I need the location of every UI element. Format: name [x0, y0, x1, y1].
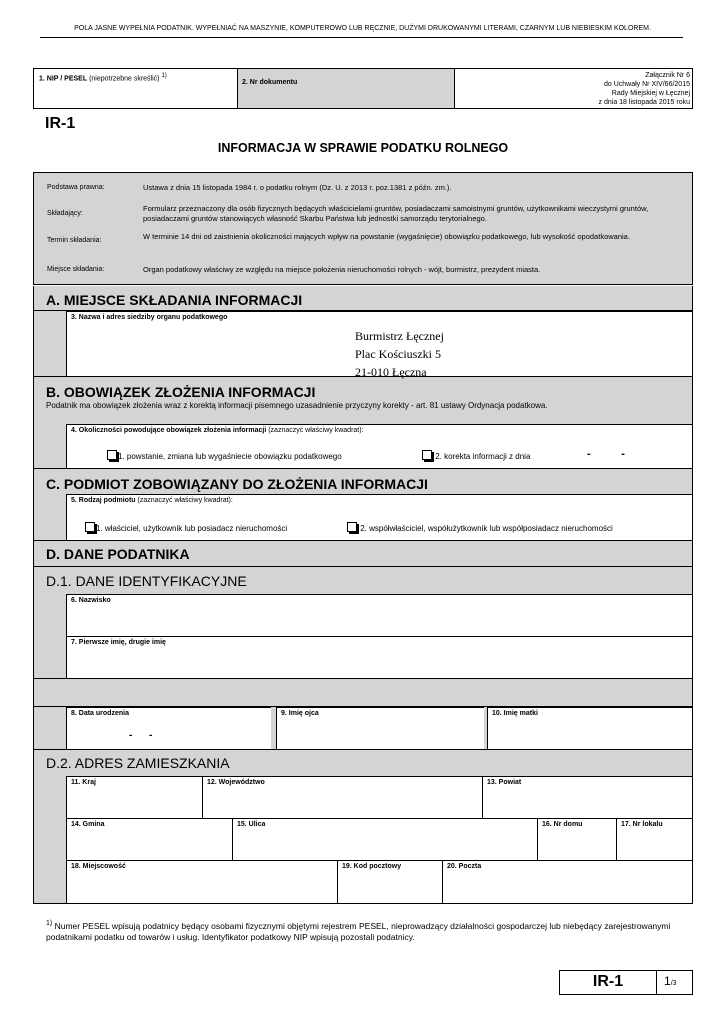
header-box: [33, 68, 693, 109]
page-total: /3: [670, 980, 677, 987]
father-name-field[interactable]: [276, 707, 484, 749]
footnote: [46, 918, 676, 943]
obligation-label: 4. Okoliczności powodujące obowiązek złożenia informacji (zaznaczyć właściwy kwadrat):: [71, 427, 364, 434]
house-number-label: 16. Nr domu: [542, 821, 583, 828]
section-b-title: B. OBOWIĄZEK ZŁOŻENIA INFORMACJI: [46, 384, 316, 400]
nip-note: (niepotrzebne skreślić): [89, 75, 160, 83]
apartment-number-label: 17. Nr lokalu: [621, 821, 663, 828]
entity-type-field: [66, 494, 692, 540]
info-text: Formularz przeznaczony dla osób fizycznych będących właścicielami gruntów, posiadaczami samoistnymi gruntów, użytkownikami wieczystymi gruntów, posiadaczami gruntów stanowiących własność Skarbu Państwa lub jednostki samorządu terytorialnego.: [143, 204, 649, 223]
section-b-subtitle: Podatnik ma obowiązek złożenia wraz z korektą informacji pisemnego uzasadnienie przyczyny korekty - art. 81 ustawy Ordynacja podatkowa.: [46, 401, 548, 410]
info-text: Ustawa z dnia 15 listopada 1984 r. o podatku rolnym (Dz. U. z 2013 r. poz.1381 z późn. zm.).: [143, 183, 452, 192]
form-title: INFORMACJA W SPRAWIE PODATKU ROLNEGO: [217, 141, 509, 155]
address-line: Plac Kościuszki 5: [355, 347, 441, 361]
section-divider: [33, 376, 693, 377]
locality-label: 18. Miejscowość: [71, 863, 126, 870]
surname-label: 6. Nazwisko: [71, 597, 111, 604]
country-label: 11. Kraj: [71, 779, 96, 786]
county-field[interactable]: [482, 776, 692, 818]
info-label: Termin składania:: [47, 237, 102, 244]
option-co-owner[interactable]: 2. współwłaściciel, współużytkownik lub współposiadacz nieruchomości: [347, 522, 613, 533]
footer-divider: [656, 971, 657, 994]
footer-form-code: IR-1: [592, 973, 624, 990]
tax-office-label: 3. Nazwa i adres siedziby organu podatkowego: [71, 314, 228, 321]
annex-info: [455, 71, 690, 107]
row-divider: [33, 749, 693, 750]
apartment-number-field[interactable]: [616, 818, 692, 860]
entity-type-label: 5. Rodzaj podmiotu (zaznaczyć właściwy kwadrat):: [71, 497, 233, 504]
option-owner[interactable]: 1. właściciel, użytkownik lub posiadacz nieruchomości: [85, 522, 287, 533]
birth-date-label: 8. Data urodzenia: [71, 710, 129, 717]
tax-office-address: [355, 327, 444, 381]
mother-name-label: 10. Imię matki: [492, 710, 538, 717]
section-c-title: C. PODMIOT ZOBOWIĄZANY DO ZŁOŻENIA INFORMACJI: [46, 476, 428, 492]
first-names-field[interactable]: [66, 636, 692, 678]
section-divider: [33, 468, 693, 469]
country-field[interactable]: [66, 776, 202, 818]
doc-number-label: 2. Nr dokumentu: [242, 79, 298, 86]
postal-code-field[interactable]: [337, 860, 442, 903]
info-label: Składający:: [47, 210, 83, 217]
info-text: W terminie 14 dni od zaistnienia okoliczności mających wpływ na powstanie (wygaśnięcie) obowiązku podatkowego, lub wysokość opodatkowania.: [143, 232, 630, 241]
address-line: Burmistrz Łęcznej: [355, 329, 444, 343]
surname-field[interactable]: [66, 594, 692, 636]
checkbox[interactable]: [107, 450, 117, 460]
annex-line: do Uchwały Nr XIV/66/2015: [604, 81, 690, 88]
option-correction[interactable]: 2. korekta informacji z dnia: [422, 450, 530, 461]
info-text: Organ podatkowy właściwy ze względu na miejsce położenia nieruchomości rolnych - wójt, burmistrz, prezydent miasta.: [143, 265, 541, 274]
checkbox[interactable]: [85, 522, 95, 532]
annex-line: Załącznik Nr 6: [645, 72, 690, 79]
row-divider: [33, 678, 693, 679]
mother-name-field[interactable]: [487, 707, 692, 749]
d2-title: D.2. ADRES ZAMIESZKANIA: [46, 755, 230, 771]
checkbox[interactable]: [422, 450, 432, 460]
d1-title: D.1. DANE IDENTYFIKACYJNE: [46, 573, 247, 589]
street-label: 15. Ulica: [237, 821, 266, 828]
nip-label: 1. NIP / PESEL: [39, 75, 88, 83]
section-divider: [33, 566, 693, 567]
option-new-obligation[interactable]: 1. powstanie, zmiana lub wygaśniecie obowiązku podatkowego: [107, 450, 342, 461]
first-names-label: 7. Pierwsze imię, drugie imię: [71, 639, 166, 646]
county-label: 13. Powiat: [487, 779, 522, 786]
commune-field[interactable]: [66, 818, 232, 860]
checkbox[interactable]: [347, 522, 357, 532]
top-note: POLA JASNE WYPEŁNIA PODATNIK. WYPEŁNIAĆ NA MASZYNIE, KOMPUTEROWO LUB RĘCZNIE, DUŻYMI DRUKOWANYMI LITERAMI, CZARNYM LUB NIEBIESKIM KOLOREM.: [74, 25, 651, 32]
footnote-mark: 1): [46, 920, 53, 927]
info-label: Miejsce składania:: [47, 266, 105, 273]
commune-label: 14. Gmina: [71, 821, 105, 828]
father-name-label: 9. Imię ojca: [281, 710, 319, 717]
postal-code-label: 19. Kod pocztowy: [342, 863, 402, 870]
post-office-label: 20. Poczta: [447, 863, 482, 870]
nip-field[interactable]: [34, 69, 237, 108]
info-label: Podstawa prawna:: [47, 184, 105, 191]
form-code: IR-1: [45, 115, 76, 132]
post-office-field[interactable]: [442, 860, 692, 903]
info-box: [33, 172, 693, 285]
section-a-title: A. MIEJSCE SKŁADANIA INFORMACJI: [46, 292, 303, 308]
birth-date-field[interactable]: [66, 707, 271, 749]
section-d-title: D. DANE PODATNIKA: [46, 546, 190, 562]
section-divider: [33, 540, 693, 541]
page-number: [664, 974, 677, 988]
house-number-field[interactable]: [537, 818, 616, 860]
street-field[interactable]: [232, 818, 537, 860]
obligation-field: [66, 424, 692, 468]
annex-line: z dnia 18 listopada 2015 roku: [598, 99, 690, 106]
annex-line: Rady Miejskiej w Łęcznej: [611, 90, 690, 97]
footnote-text: Numer PESEL wpisują podatnicy będący osobami fizycznymi objętymi rejestrem PESEL, nieprowadzący działalności gospodarczej lub niebędący zarejestrowanymi podatnikami podatku od towarów i usług. Identyfikator podatkowy NIP wpisują pozostali podatnicy.: [46, 920, 671, 942]
page-current: 1: [664, 974, 671, 988]
footer-code-box: [559, 970, 693, 995]
tax-office-field: [66, 311, 692, 379]
address-line: 21-010 Łęczna: [355, 365, 427, 379]
locality-field[interactable]: [66, 860, 337, 903]
voivodeship-field[interactable]: [202, 776, 482, 818]
top-divider: [40, 37, 683, 38]
birth-date-separators: - -: [129, 730, 153, 741]
nip-footnote-mark: 1): [161, 73, 167, 79]
doc-number-field: [237, 69, 455, 108]
voivodeship-label: 12. Województwo: [207, 779, 265, 786]
correction-date-input[interactable]: - -: [587, 448, 625, 460]
